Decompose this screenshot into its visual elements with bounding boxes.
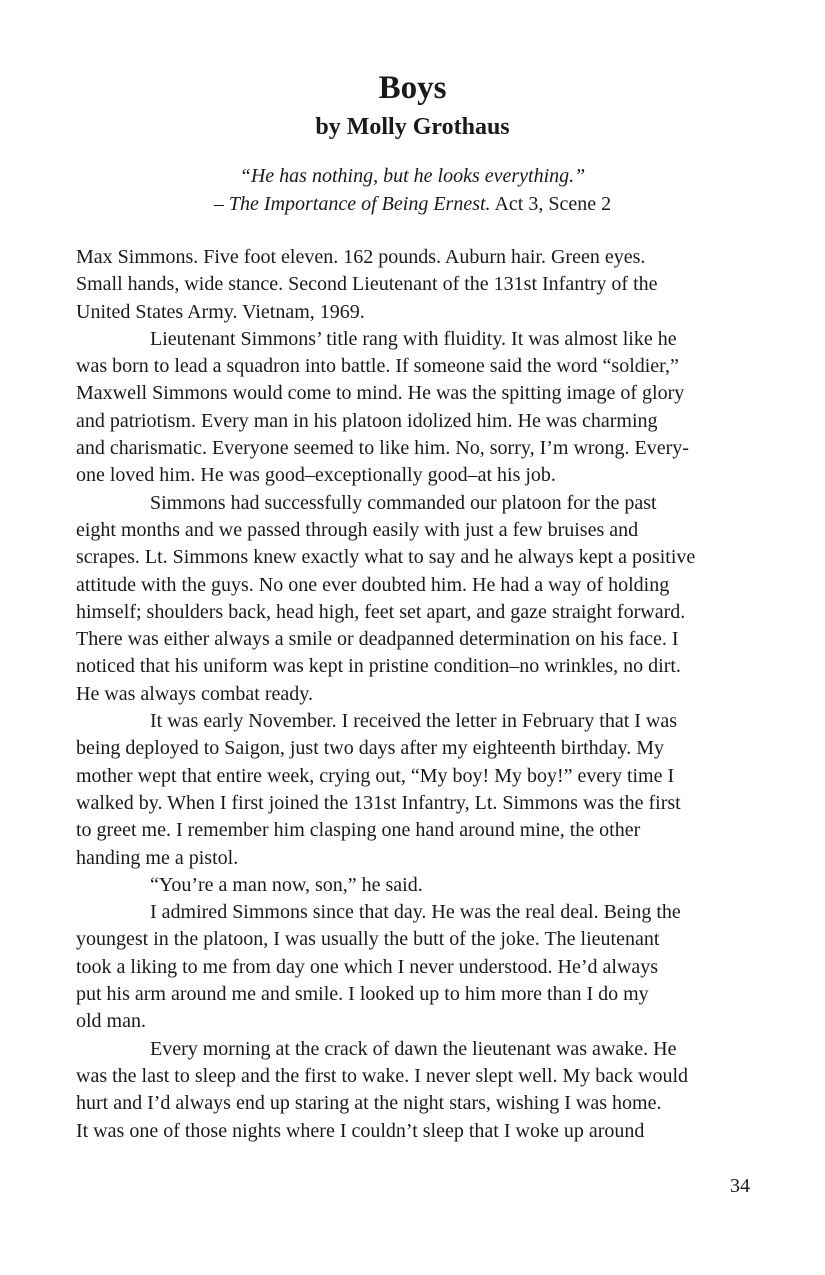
body-line: mother wept that entire week, crying out, “My boy! My boy!” every time I [76,764,675,787]
author-byline: by Molly Grothaus [315,114,510,140]
body-line: was born to lead a squadron into battle. If someone said the word “soldier,” [76,355,679,378]
epigraph [0,162,825,218]
body-line: hurt and I’d always end up staring at the night stars, wishing I was home. [76,1092,662,1115]
body-line: old man. [76,1010,146,1033]
body-line: handing me a pistol. [76,846,239,869]
body-line: to greet me. I remember him clasping one hand around mine, the other [76,819,641,842]
page-number: 34 [730,1175,750,1197]
body-line: himself; shoulders back, head high, feet set apart, and gaze straight forward. [76,600,686,623]
epigraph-source-work: The Importance of Being Ernest. [228,193,491,215]
body-line: I admired Simmons since that day. He was the real deal. Being the [150,901,681,924]
body-line: attitude with the guys. No one ever doubted him. He had a way of holding [76,573,670,596]
body-line: It was early November. I received the letter in February that I was [150,710,678,733]
epigraph-source [0,190,825,218]
body-line: Max Simmons. Five foot eleven. 162 pounds. Auburn hair. Green eyes. [76,246,646,268]
epigraph-source-location: Act 3, Scene 2 [490,193,612,215]
body-line: noticed that his uniform was kept in pristine condition–no wrinkles, no dirt. [76,655,681,678]
body-line: and patriotism. Every man in his platoon idolized him. He was charming [76,409,658,432]
epigraph-quote: “He has nothing, but he looks everything.” [239,165,586,187]
body-line: It was one of those nights where I couldn’t sleep that I woke up around [76,1119,645,1142]
body-line: being deployed to Saigon, just two days after my eighteenth birthday. My [76,737,665,760]
epigraph-source-dash: – [213,193,229,215]
body-line: Maxwell Simmons would come to mind. He was the spitting image of glory [76,382,685,405]
body-line: Simmons had successfully commanded our platoon for the past [150,491,657,514]
body-line: He was always combat ready. [76,682,313,705]
story-body [76,244,756,1145]
body-line: Lieutenant Simmons’ title rang with fluidity. It was almost like he [150,327,677,350]
body-line: Small hands, wide stance. Second Lieutenant of the 131st Infantry of the [76,273,658,296]
body-line: was the last to sleep and the first to wake. I never slept well. My back would [76,1064,689,1087]
story-title: Boys [378,70,447,106]
body-line: scrapes. Lt. Simmons knew exactly what to say and he always kept a positive [76,546,696,569]
body-line: eight months and we passed through easily with just a few bruises and [76,518,639,541]
body-line: took a liking to me from day one which I never understood. He’d always [76,955,659,978]
body-line: one loved him. He was good–exceptionally good–at his job. [76,464,556,487]
body-line: put his arm around me and smile. I looked up to him more than I do my [76,983,649,1006]
body-line: Every morning at the crack of dawn the lieutenant was awake. He [150,1037,677,1060]
body-line: “You’re a man now, son,” he said. [150,873,423,896]
body-line: walked by. When I first joined the 131st Infantry, Lt. Simmons was the first [76,791,681,814]
body-line: and charismatic. Everyone seemed to like him. No, sorry, I’m wrong. Every- [76,437,689,460]
body-line: United States Army. Vietnam, 1969. [76,300,365,323]
body-line: youngest in the platoon, I was usually the butt of the joke. The lieutenant [76,928,660,951]
body-line: There was either always a smile or deadpanned determination on his face. I [76,628,679,651]
